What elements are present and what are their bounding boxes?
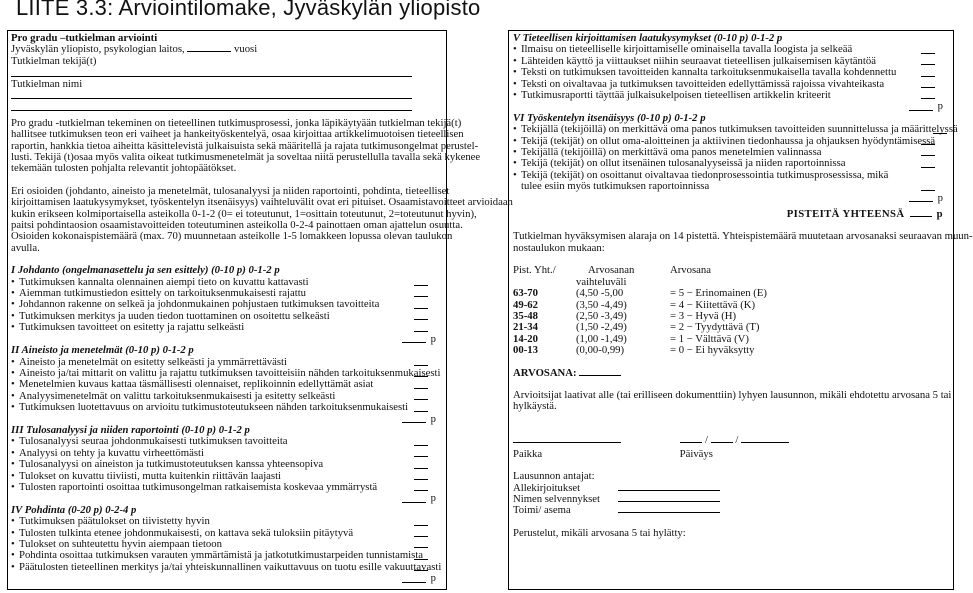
vuosi-label: vuosi bbox=[234, 43, 258, 56]
conversion-paragraph bbox=[513, 230, 973, 254]
arvosana-line bbox=[513, 368, 947, 379]
criterion-text: Tekijällä (tekijöillä) on merkittävä oma panos menetelmien valinnassa bbox=[521, 146, 822, 159]
section-heading: VI Työskentelyn itsenäisyys (0-10 p) 0-1-2 p bbox=[513, 111, 706, 124]
table-cell: 21-34 bbox=[513, 321, 538, 334]
criterion-text: Teksti on oivaltavaa ja tutkimuksen tavoitteiden edellyttämissä rajoissa vivahteikasta bbox=[521, 77, 885, 90]
section-heading: I Johdanto (ongelmanasettelu ja sen esittely) (0-10 p) 0-1-2 p bbox=[11, 264, 280, 277]
criterion-text: Tulokset on suhteutettu hyvin aiempaan tietoon bbox=[19, 537, 222, 550]
table-row bbox=[513, 345, 767, 356]
section-johdanto bbox=[11, 265, 440, 345]
department-text: Jyväskylän yliopisto, psykologian laitos, bbox=[11, 43, 185, 56]
score-blank[interactable] bbox=[921, 190, 935, 191]
form-heading: Pro gradu –tutkielman arviointi bbox=[11, 32, 158, 44]
date-separator: / bbox=[735, 433, 739, 446]
total-points bbox=[513, 209, 947, 220]
score-blank[interactable] bbox=[414, 399, 428, 400]
thesis-name-blank-1[interactable] bbox=[11, 90, 440, 101]
sum-unit: p bbox=[937, 191, 943, 204]
criterion-text: Tutkimusraportti täyttää julkaisukelpoisen tieteellisen artikkelin kriteerit bbox=[521, 89, 831, 102]
section-sum-blank[interactable] bbox=[402, 422, 426, 423]
table-cell: (0,00-0,99) bbox=[576, 344, 625, 357]
score-blank[interactable] bbox=[414, 376, 428, 377]
place-date-labels bbox=[513, 449, 947, 460]
grade-header-cell: vaihteluväli bbox=[576, 275, 627, 288]
table-cell: = 5 − Erinomainen (E) bbox=[670, 287, 767, 300]
total-label: PISTEITÄ YHTEENSÄ bbox=[786, 208, 905, 221]
score-blank[interactable] bbox=[921, 53, 935, 54]
section-sum-blank[interactable] bbox=[909, 201, 933, 202]
criterion-text: Tekijä (tekijät) on osoittanut oivaltavaa tiedonprosessointia tutkimusprosessissa, mikä tulee esiin myös tutkimuksen raportoinnissa bbox=[521, 168, 889, 193]
intro-line: Pro gradu -tutkielman tekeminen on tieteellinen tutkimusprosessi, jonka läpikäytyään tutkielman tekijä(t) bbox=[11, 116, 462, 129]
signer-blank[interactable] bbox=[618, 501, 720, 502]
signer-label: Allekirjoitukset bbox=[513, 481, 581, 494]
score-blank[interactable] bbox=[414, 411, 428, 412]
table-cell: (4,50 -5,00 bbox=[576, 287, 624, 300]
score-blank[interactable] bbox=[414, 525, 428, 526]
paikka-label: Paikka bbox=[513, 447, 543, 460]
assessor-paragraph bbox=[513, 388, 952, 413]
grade-header-range: Arvosanan bbox=[588, 264, 635, 277]
criterion-text: Tutkimuksen tavoitteet on esitetty ja rajattu selkeästi bbox=[19, 321, 245, 334]
section-sum bbox=[11, 493, 440, 504]
section-sum bbox=[11, 334, 440, 345]
table-cell: 35-48 bbox=[513, 309, 538, 322]
criterion-text: Teksti on tutkimuksen tavoitteiden kannalta tarkoituksenmukaisella tavalla kohdennettu bbox=[521, 66, 897, 79]
section-sum-blank[interactable] bbox=[909, 110, 933, 111]
criterion-text: Tutkimuksen luotettavuus on arvioitu tutkimustoteutukseen nähden tarkoituksenmukaisesti bbox=[19, 401, 409, 414]
signer-label: Nimen selvennykset bbox=[513, 492, 600, 505]
intro-line: tekemään tulosten pohjalta relevantit johtopäätökset. bbox=[11, 162, 237, 175]
table-cell: 00-13 bbox=[513, 344, 538, 357]
assessor-line: hylkäystä. bbox=[513, 400, 557, 413]
table-cell: = 1 − Välttävä (V) bbox=[670, 332, 749, 345]
right-column bbox=[508, 30, 973, 590]
section-sum bbox=[11, 573, 440, 584]
intro-paragraph bbox=[11, 116, 481, 175]
criterion-text: Analyysimenetelmät on valittu tarkoituksenmukaisesti ja esitetty selkeästi bbox=[19, 389, 336, 402]
score-blank[interactable] bbox=[414, 456, 428, 457]
thesis-name-blank-2[interactable] bbox=[11, 101, 440, 112]
score-blank[interactable] bbox=[414, 570, 428, 571]
criterion-text: Tulosanalyysi seuraa johdonmukaisesti tutkimuksen tavoitteita bbox=[19, 435, 288, 448]
score-blank[interactable] bbox=[414, 559, 428, 560]
year-blank[interactable] bbox=[741, 442, 789, 443]
thesis-name-label: Tutkielman nimi bbox=[11, 77, 83, 90]
score-blank[interactable] bbox=[414, 536, 428, 537]
score-blank[interactable] bbox=[921, 98, 935, 99]
sum-unit: p bbox=[430, 412, 436, 425]
instructions-line: paitsi pohdintaosion osaamistavoitteiden toteutuminen asteikolla 0-2-4 painottaen oman ajattelun osuutta. bbox=[11, 219, 463, 232]
criterion-text: Tekijä (tekijät) on ollut itsenäinen tulosanalyyseissä ja niiden raportoinnissa bbox=[521, 157, 846, 170]
score-blank[interactable] bbox=[921, 167, 935, 168]
grade-header-cell bbox=[576, 265, 670, 276]
table-cell: (3,50 -4,49) bbox=[576, 298, 627, 311]
arvosana-blank[interactable] bbox=[579, 375, 621, 376]
place-blank[interactable] bbox=[513, 442, 621, 443]
criterion-item bbox=[513, 90, 947, 101]
assessor-line: Arvioitsijat laativat alle (tai erilliseen dokumenttiin) lyhyen lausunnon, mikäli ehdotettu arvosana 5 tai bbox=[513, 388, 952, 401]
section-sum bbox=[513, 193, 947, 204]
criterion-text: Ilmaisu on tieteelliselle kirjoittamiselle ominaisella tavalla loogista ja selkeää bbox=[521, 43, 853, 56]
criterion-text: Menetelmien kuvaus kattaa täsmällisesti olennaiset, replikoinnin edellyttämät asiat bbox=[19, 378, 374, 391]
section-heading: V Tieteellisen kirjoittamisen laatukysymykset (0-10 p) 0-1-2 p bbox=[513, 32, 783, 44]
score-blank[interactable] bbox=[414, 547, 428, 548]
section-tulosanalyysi bbox=[11, 425, 440, 505]
arvosana-label: ARVOSANA: bbox=[513, 366, 577, 379]
instructions-paragraph bbox=[11, 184, 513, 254]
score-blank[interactable] bbox=[414, 308, 428, 309]
date-separator: / bbox=[705, 433, 708, 446]
table-cell: = 2 − Tyydyttävä (T) bbox=[670, 321, 760, 334]
score-blank[interactable] bbox=[414, 365, 428, 366]
criterion-text: Tulokset on kuvattu tiiviisti, mutta kuitenkin riittävän laajasti bbox=[19, 469, 282, 482]
year-blank[interactable] bbox=[187, 51, 231, 52]
day-blank[interactable] bbox=[680, 442, 702, 443]
month-blank[interactable] bbox=[711, 442, 733, 443]
section-itsenaisyys bbox=[513, 111, 958, 204]
section-heading: III Tulosanalyysi ja niiden raportointi (0-10 p) 0-1-2 p bbox=[11, 423, 250, 436]
section-aineisto bbox=[11, 345, 440, 425]
conversion-line: Tutkielman hyväksymisen alaraja on 14 pistettä. Yhteispistemäärä muutetaan arvosanaksi seuraavan muun- bbox=[513, 230, 973, 243]
paivays-label: Päiväys bbox=[679, 447, 713, 460]
total-unit: p bbox=[936, 208, 943, 221]
table-cell: (1,50 -2,49) bbox=[576, 321, 627, 334]
intro-line: raportin, hankkia tietoa aiheitta käsittelevistä julkaisuista sekä määritellä ja rajata tutkimusongelmat perustel- bbox=[11, 139, 479, 152]
score-blank[interactable] bbox=[414, 285, 428, 286]
section-kirjoittaminen bbox=[513, 33, 947, 113]
sum-unit: p bbox=[937, 100, 943, 113]
criterion-text: Analyysi on tehty ja kuvattu virheettömästi bbox=[19, 446, 204, 459]
score-blank[interactable] bbox=[414, 445, 428, 446]
criterion-text: Tutkimuksen kannalta olennainen aiempi tieto on kuvattu kattavasti bbox=[19, 275, 309, 288]
score-blank[interactable] bbox=[921, 87, 935, 88]
signer-row bbox=[513, 494, 947, 505]
instructions-line: kirjoittamisen laatukysymykset, työskentelyn itsenäisyys) vaihteluvälit ovat eri pituiset. Osaamistavoitteet arvioidaan bbox=[11, 196, 513, 209]
instructions-line: avulla. bbox=[11, 241, 40, 254]
author-blank[interactable] bbox=[11, 67, 440, 78]
table-cell: = 3 − Hyvä (H) bbox=[670, 309, 737, 322]
score-blank[interactable] bbox=[414, 468, 428, 469]
section-sum bbox=[11, 414, 440, 425]
total-blank[interactable] bbox=[910, 216, 932, 217]
criterion-text: Tulosten tulkinta etenee johdonmukaisesti, on kattava sekä tuloksiin pitäytyvä bbox=[19, 526, 354, 539]
section-heading: II Aineisto ja menetelmät (0-10 p) 0-1-2 p bbox=[11, 344, 194, 357]
criterion-text: Tutkimuksen merkitys ja uuden tiedon tuottaminen on osoitettu selkeästi bbox=[19, 309, 330, 322]
score-blank[interactable] bbox=[921, 144, 935, 145]
score-blank[interactable] bbox=[921, 64, 935, 65]
signer-blank[interactable] bbox=[618, 490, 720, 491]
criterion-item bbox=[11, 402, 440, 413]
signer-label: Toimi/ asema bbox=[513, 504, 571, 517]
criterion-text: Tulosten raportointi osoittaa tutkimusongelman ratkaisemista koskevaa ymmärrystä bbox=[19, 480, 378, 493]
table-cell: (2,50 -3,49) bbox=[576, 309, 627, 322]
place-date-blanks bbox=[513, 435, 947, 449]
score-blank[interactable] bbox=[414, 296, 428, 297]
table-cell: 49-62 bbox=[513, 298, 538, 311]
table-row bbox=[513, 288, 767, 299]
section-sum-blank[interactable] bbox=[402, 342, 426, 343]
section-heading: IV Pohdinta (0-20 p) 0-2-4 p bbox=[11, 503, 137, 516]
statement-label: Lausunnon antajat: bbox=[513, 470, 595, 483]
conversion-line: nostaulukon mukaan: bbox=[513, 241, 605, 254]
instructions-line: kukin erikseen kolmiportaisella asteikolla 0-1-2 (0= ei toteutunut, 1=osittain toteutunut, 2=toteutunut hyvin), bbox=[11, 207, 477, 220]
score-blank[interactable] bbox=[414, 479, 428, 480]
table-cell: 63-70 bbox=[513, 287, 538, 300]
criterion-text: Tutkimuksen päätulokset on tiivistetty hyvin bbox=[19, 515, 210, 528]
table-cell: (1,00 -1,49) bbox=[576, 332, 627, 345]
grade-table-header bbox=[513, 265, 767, 276]
score-blank[interactable] bbox=[414, 388, 428, 389]
criterion-text: Lähteiden käyttö ja viittaukset niihin seuraavat tieteellisen julkaisemisen käytäntöä bbox=[521, 54, 876, 67]
grade-header-cell: Arvosana bbox=[670, 264, 711, 277]
intro-line: lusti. Tekijä (t)osaa myös valita oikeat tutkimusmenetelmät ja soveltaa niitä perustellulla tavalla sekä kykenee bbox=[11, 151, 481, 164]
criterion-text: Johdannon rakenne on selkeä ja johdonmukainen pohjustaen tutkimuksen tavoitteita bbox=[19, 298, 380, 311]
table-cell: = 0 − Ei hyväksytty bbox=[670, 344, 755, 357]
author-label: Tutkielman tekijä(t) bbox=[11, 54, 97, 67]
criterion-text: Tekijällä (tekijöillä) on merkittävä oma panos tutkimuksen tavoitteiden suunnittelussa ja määrittelyssä bbox=[521, 123, 958, 136]
section-sum bbox=[513, 101, 947, 112]
criterion-text: Päätulosten tieteellinen merkitys ja/tai yhteiskunnallinen vaikuttavuus on tuotu esille vakuuttavasti bbox=[19, 560, 442, 573]
score-blank[interactable] bbox=[933, 133, 947, 134]
criterion-item bbox=[11, 322, 440, 333]
signer-row bbox=[513, 505, 947, 516]
criterion-text: Pohdinta osoittaa tutkimuksen varauten ymmärtämistä ja jatkotutkimustarpeiden tunnistamista bbox=[19, 549, 423, 562]
grade-header-cell: Pist. Yht./ bbox=[513, 264, 556, 277]
criterion-text: Tulosanalyysi on aineiston ja tutkimustoteutuksen kanssa yhteensopiva bbox=[19, 458, 324, 471]
instructions-line: Eri osioiden (johdanto, aineisto ja menetelmät, tulosanalyysi ja niiden raportointi, pohdinta, tieteelliset bbox=[11, 184, 450, 197]
criterion-item bbox=[11, 562, 440, 573]
section-pohdinta bbox=[11, 505, 440, 585]
grade-table bbox=[513, 265, 767, 356]
score-blank[interactable] bbox=[414, 490, 428, 491]
section-sum-blank[interactable] bbox=[402, 502, 426, 503]
left-column bbox=[7, 30, 513, 590]
criterion-item bbox=[11, 482, 440, 493]
instructions-line: Osioiden kokonaispistemäärä (max. 70) muunnetaan asteikolle 1-5 lomakkeen lopussa olevan taulukon bbox=[11, 230, 453, 243]
score-blank[interactable] bbox=[921, 155, 935, 156]
score-blank[interactable] bbox=[414, 319, 428, 320]
criterion-text: Aineisto ja menetelmät on esitetty selkeästi ja ymmärrettävästi bbox=[19, 355, 287, 368]
sum-unit: p bbox=[430, 332, 436, 345]
sum-unit: p bbox=[430, 572, 436, 585]
score-blank[interactable] bbox=[921, 76, 935, 77]
table-cell: 14-20 bbox=[513, 332, 538, 345]
criterion-text: Aineisto ja/tai mittarit on valittu ja rajattu tutkimuksen tavoitteisiin nähden tarkoituksenmukaisesti bbox=[19, 366, 441, 379]
intro-line: hallitsee tutkimuksen teon eri vaiheet ja hankeityöskentelyä, osaa kirjoittaa artikkelimuotoisen tieteellisen bbox=[11, 128, 464, 141]
signer-blank[interactable] bbox=[618, 512, 720, 513]
criterion-text: Aiemman tutkimustiedon esittely on tarkoituksenmukaisesti rajattu bbox=[19, 287, 307, 300]
table-cell: = 4 − Kiitettävä (K) bbox=[670, 298, 756, 311]
table-row bbox=[513, 322, 767, 333]
section-sum-blank[interactable] bbox=[402, 582, 426, 583]
criterion-text: Tekijä (tekijät) on ollut oma-aloitteinen ja aktiivinen tiedonhaussa ja ohjauksen hyödyntämisessä bbox=[521, 134, 936, 147]
score-blank[interactable] bbox=[414, 331, 428, 332]
sum-unit: p bbox=[430, 492, 436, 505]
criterion-item bbox=[513, 170, 947, 193]
page-title: LIITE 3.3: Arviointilomake, Jyväskylän yliopisto bbox=[16, 0, 481, 20]
final-note: Perustelut, mikäli arvosana 5 tai hylätty: bbox=[513, 526, 686, 539]
